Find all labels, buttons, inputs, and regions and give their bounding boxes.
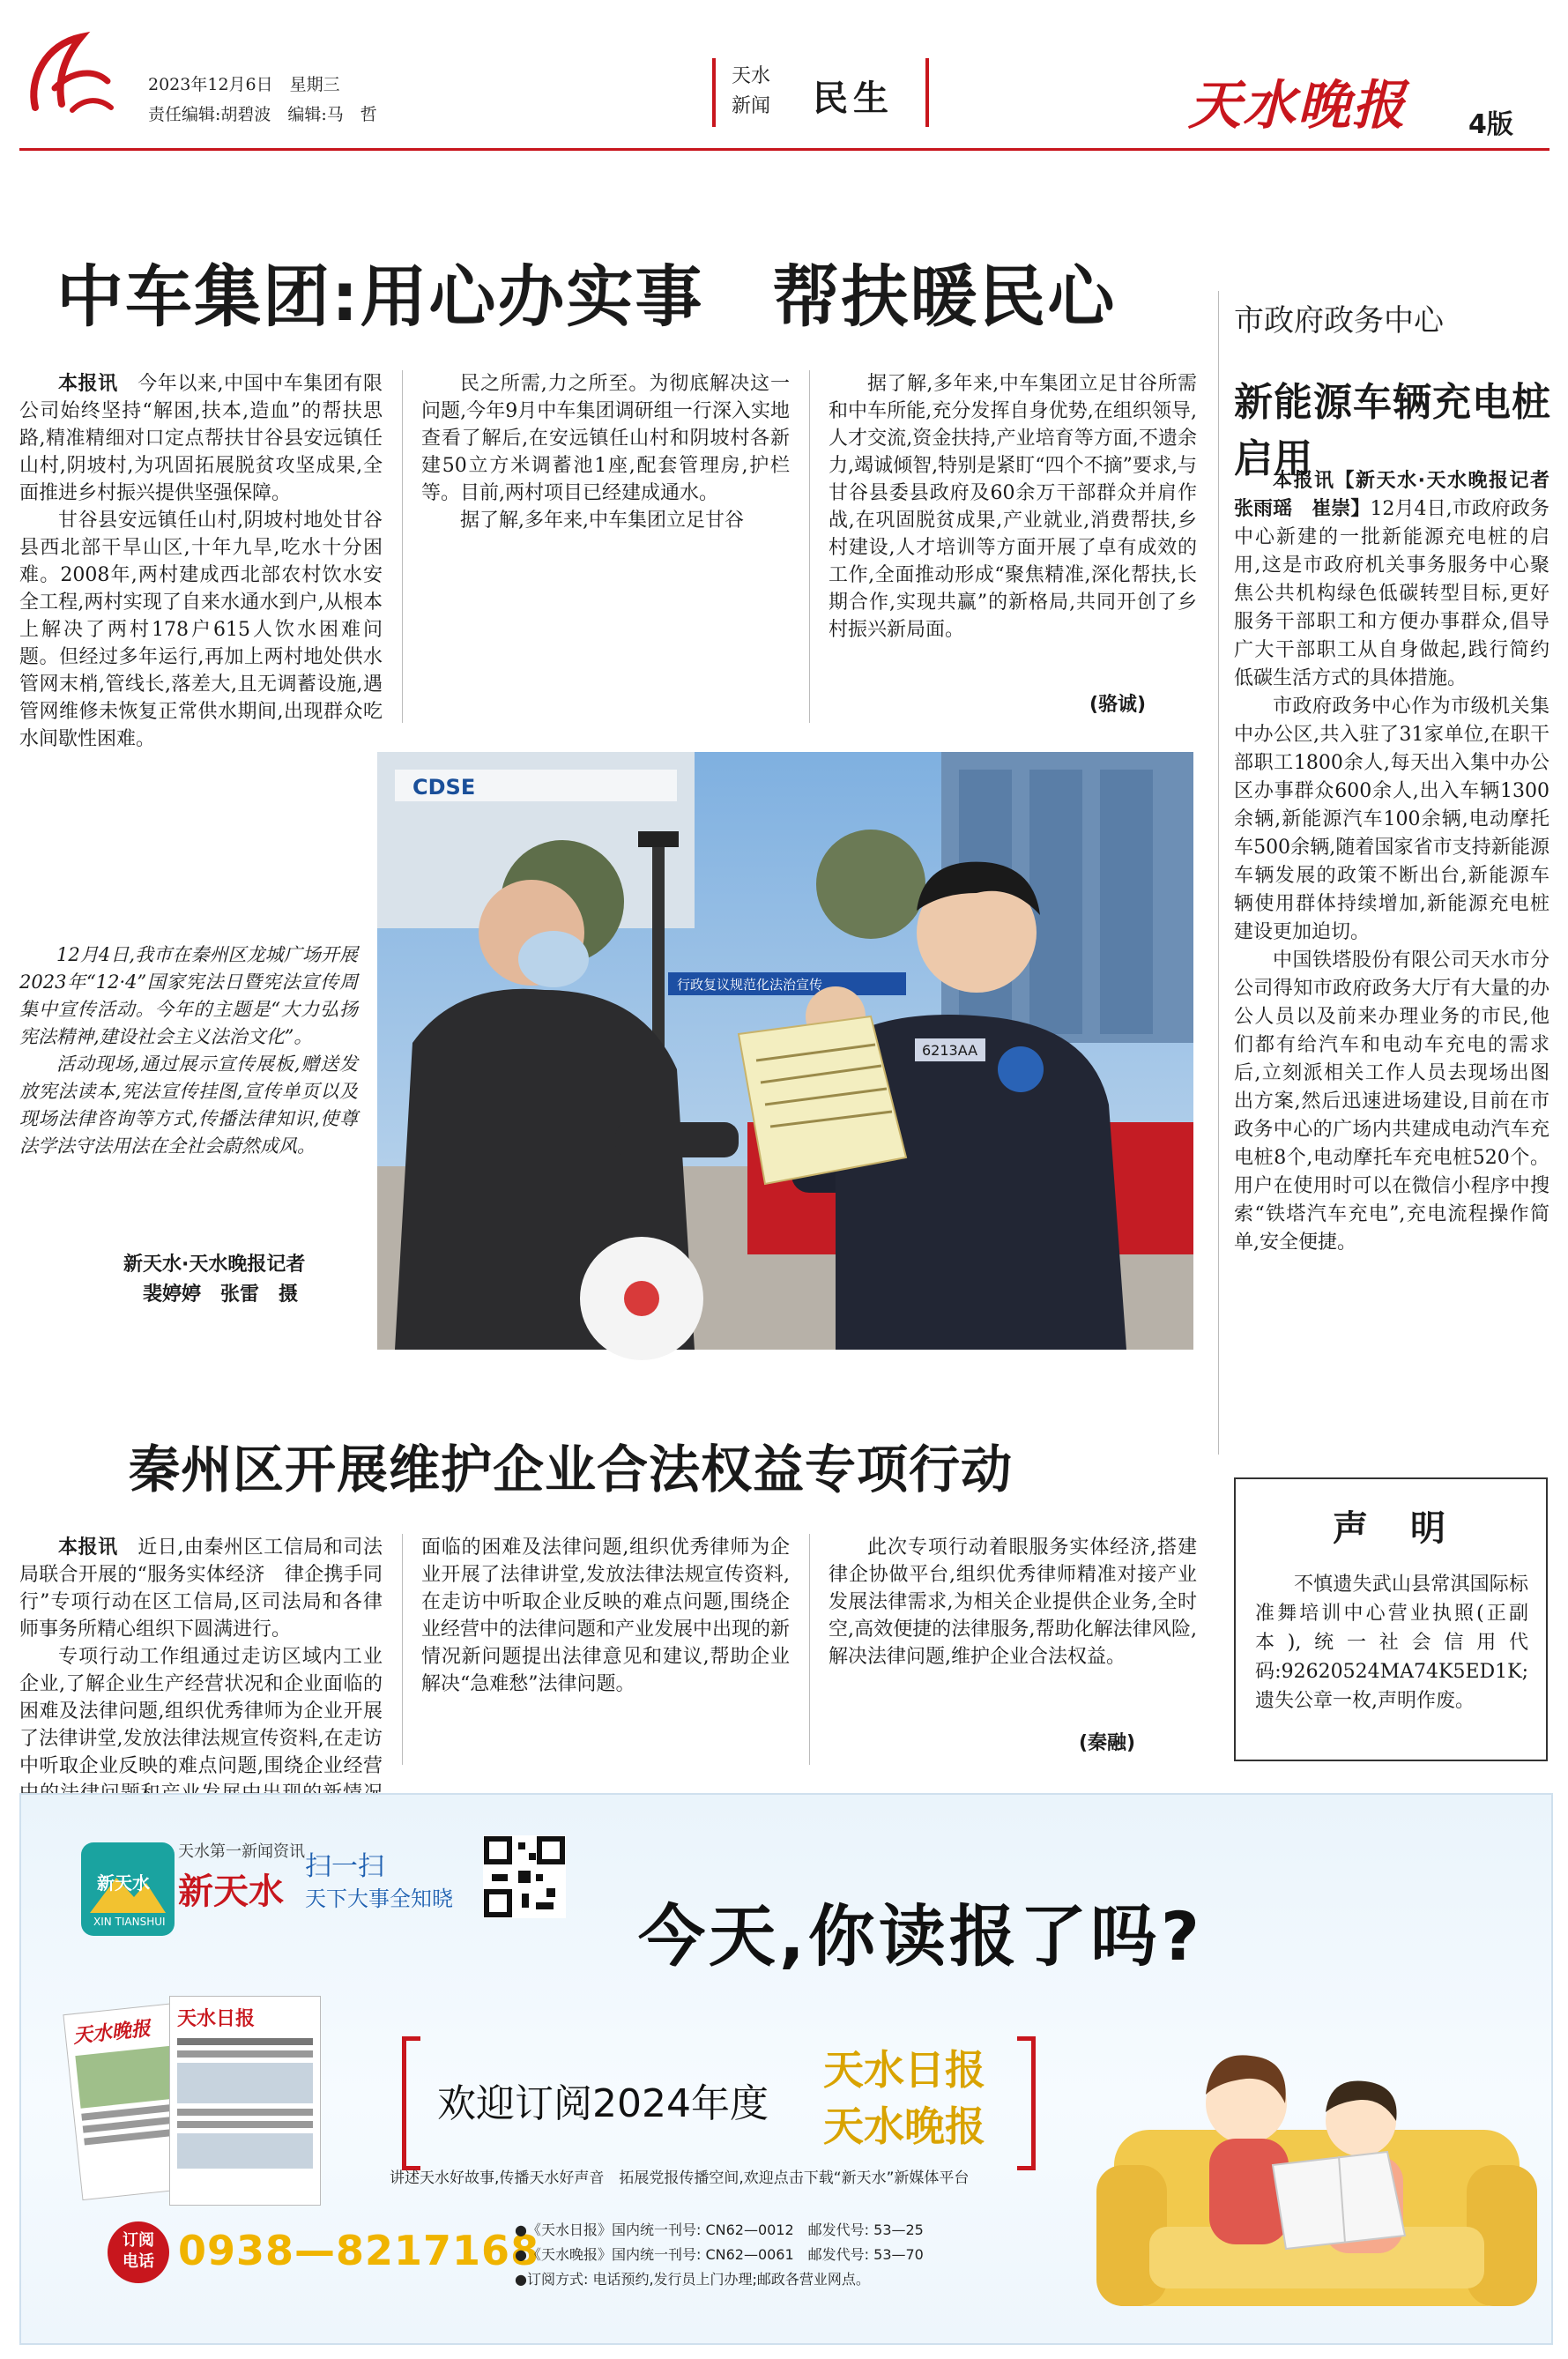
channel-name: 天水 新闻: [732, 65, 771, 117]
sidebar-title: 新能源车辆充电桩启用: [1234, 380, 1551, 481]
notice-body: 不慎遗失武山县常淇国际标准舞培训中心营业执照(正副本),统一社会信用代码:92620524MA74K5ED1K;遗失公章一枚,声明作废。: [1255, 1574, 1528, 1712]
news-photo: [377, 752, 1193, 1350]
welcome-bracket-left: [402, 2036, 420, 2170]
welcome-text: 欢迎订阅2024年度: [437, 2081, 769, 2126]
page-number: 4版: [1468, 109, 1513, 140]
header: [0, 0, 1568, 154]
article1-col1: 本报讯 今年以来,中国中车集团有限公司始终坚持“解困,扶本,造血”的帮扶思路,精准精细对口定点帮扶甘谷县安远镇任山村,阴坡村,为巩固拓展脱贫攻坚成果,全面推进乡村振兴提供坚强保障。 甘谷县安远镇任山村,阴坡村地处甘谷县西北部干旱山区,十年九旱,吃水十分困难。2008年,两村建成西北部农村饮水安全工程,两村实现了自来水通水到户,从根本上解决了两村178户615人饮水困难问题。但经过多年运行,再加上两村地处供水管网末梢,管线长,落差大,且无调蓄设施,遇管网维修未恢复正常供水期间,出现群众吃水间歇性困难。: [19, 373, 383, 750]
paper-name-1: 天水日报: [823, 2046, 985, 2094]
channel-divider-right: [925, 58, 929, 127]
subscription-ad: [19, 1793, 1553, 2345]
article2-col3: 此次专项行动着眼服务实体经济,搭建律企协做平台,组织优秀律师精准对接产业发展法律需求,为相关企业提供企业务,全时空,高效便捷的法律服务,帮助化解法律风险,解决法律问题,维护企业合法权益。: [829, 1537, 1197, 1668]
masthead: 天水晚报: [1188, 75, 1407, 137]
app-tagline: 天水第一新闻资讯: [178, 1842, 305, 1861]
reading-family-illustration: [1096, 1998, 1537, 2333]
article1-col3: 据了解,多年来,中车集团立足甘谷所需和中车所能,充分发挥自身优势,在组织领导,人才交流,资金扶持,产业培育等方面,不遗余力,竭诚倾智,特别是紧盯“四个不摘”要求,与甘谷县委县政府及60余万干部群众并肩作战,在巩固脱贫成果,产业就业,消费帮扶,乡村建设,人才培训等方面开展了卓有成效的工作,全面推动形成“聚焦精准,深化帮扶,长期合作,实现共赢”的新格局,共同开创了乡村振兴新局面。: [829, 373, 1197, 641]
article2-col1: 本报讯 近日,由秦州区工信局和司法局联合开展的“服务实体经济 律企携手同行”专项行动在区工信局,区司法局和各律师事务所精心组织下圆满进行。 专项行动工作组通过走访区域内工业企业,了解企业生产经营状况和企业面临的困难及法律问题,组织优秀律师为企业开展了法律讲堂,发放法律法规宣传资料,在走访中听取企业反映的难点问题,围绕企业经营: [19, 1537, 383, 1777]
scan-sub: 天下大事全知晓: [305, 1886, 453, 1911]
ad-slogan: 讲述天水好故事,传播天水好声音 拓展党报传播空间,欢迎点击下载“新天水”新媒体平台: [390, 2169, 970, 2187]
photo-caption: 12月4日,我市在秦州区龙城广场开展2023年“12·4”国家宪法日暨宪法宣传周集中宣传活动。今年的主题是“大力弘扬宪法精神,建设社会主义法治文化”。 活动现场,通过展示宣传展板,赠送发放宪法读本,宪法宣传挂图,宣传单页以及现场法律咨询等方式,传播法律知识,使尊法学法守法用法在全社会蔚然成风。: [19, 944, 358, 1157]
scan-label: 扫一扫: [305, 1851, 384, 1882]
photo-credit: 新天水·天水晚报记者 裴婷婷 张雷 摄: [123, 1254, 306, 1306]
column-rule: [402, 370, 403, 723]
welcome-bracket-right: [1017, 2036, 1036, 2170]
editors-line: 责任编辑:胡碧波 编辑:马 哲: [148, 105, 377, 124]
phone-badge: [108, 2221, 169, 2283]
issue-date: 2023年12月6日 星期三: [148, 75, 340, 94]
notice-title: 声 明: [1333, 1508, 1449, 1549]
channel-divider-left: [712, 58, 716, 127]
article2-col2: 面临的困难及法律问题,组织优秀律师为企业开展了法律讲堂,发放法律法规宣传资料,在走访中听取企业反映的难点问题,围绕企业经营中的法律问题和产业发展中出现的新情况新问题提出法律意见和建议,帮助企业解决“急难愁”法律问题。: [421, 1537, 791, 1695]
newspaper-thumbnail-title: 天水日报: [177, 2007, 256, 2030]
article1-col2: 民之所需,力之所至。为彻底解决这一问题,今年9月中车集团调研组一行深入实地查看了解后,在安远镇任山村和阴坡村各新建50立方米调蓄池1座,配套管理房,护栏等。目前,两村项目已经建成通水。 据了解,多年来,中车集团立足甘谷: [421, 373, 790, 532]
sidebar-body: 本报讯【新天水·天水晚报记者张雨瑶 崔崇】12月4日,市政府政务中心新建的一批新能源充电桩的启用,这是市政府机关事务服务中心聚焦公共机构绿色低碳转型目标,更好服务干部职工和方便办事群众,倡导广大干部职工从自身做起,践行简约低碳生活方式的具体措施。 市政府政务中心作为市级机关集中办公区,共入驻了31家单位,在职干部职工1800余人,每天出入集中办公区办事群众600余人,出入车辆1300余辆,新能源汽车100余辆,电动摩托车500余辆,随着国家省市支持新能源车辆发展的政策不断出台,新能源车辆使用群体持续增加,新能源充电桩建设更加迫切。 中国铁塔股份有限公司天水市分公司得知市政府政务大厅有大量的办公人员以及前来办理业务的市民,他们都有给汽车和电动车充电的需求后,立刻派相关工作人员去现场出图出方案,然后迅速进场建设,目前在市政务中心的广场内共建成电动汽车充电桩8个,电动摩托车充电桩520个。用户在使用时可以在微信小程序中搜索“铁塔汽车充电”,充电流程操作简单,安全便捷。: [1234, 470, 1549, 1254]
column-rule: [809, 1534, 810, 1765]
phone-badge-line2: 电话: [123, 2252, 154, 2271]
column-rule: [402, 1534, 403, 1765]
ad-headline: 今天,你读报了吗?: [638, 1897, 1203, 1976]
article2-title: 秦州区开展维护企业合法权益专项行动: [129, 1440, 1014, 1499]
qr-code-icon[interactable]: [483, 1835, 566, 1918]
app-icon-small-text: XIN TIANSHUI: [93, 1916, 166, 1928]
phone-badge-line1: 订阅: [123, 2231, 154, 2250]
notice-box: [1234, 1477, 1548, 1761]
ad-info: ●《天水日报》国内统一刊号: CN62—0012 邮发代号: 53—25 ●《天水晚报》国内统一刊号: CN62—0061 邮发代号: 53—70 ●订阅方式: 电话预约,发行员上门办理;邮政各营业网点。: [515, 2221, 924, 2288]
article2-signature: (秦融): [1079, 1732, 1136, 1754]
banner-text: 行政复议规范化法治宣传: [677, 977, 823, 993]
app-icon[interactable]: [81, 1842, 175, 1936]
newspaper-thumbnail: [169, 1996, 321, 2206]
subscription-phone[interactable]: 0938—8217168: [178, 2227, 540, 2274]
app-icon-label: 新天水: [97, 1872, 150, 1894]
newspaper-thumbnail-title: 天水晚报: [71, 2017, 152, 2049]
officer-badge-text: 6213AA: [922, 1042, 978, 1059]
section-name: 民生: [813, 78, 894, 119]
paper-name-2: 天水晚报: [823, 2102, 985, 2150]
building-sign-text: CDSE: [412, 775, 476, 800]
sidebar-rule: [1218, 291, 1219, 1455]
news-photo-illustration: [377, 752, 1193, 1350]
column-rule: [809, 370, 810, 723]
article1-title: 中车集团:用心办实事 帮扶暖民心: [56, 257, 1117, 336]
article1-signature: (骆诚): [1089, 694, 1147, 716]
sidebar-kicker: 市政府政务中心: [1234, 303, 1444, 339]
header-rule: [19, 148, 1549, 151]
newspaper-logo-icon: [19, 26, 116, 123]
app-name: 新天水: [178, 1871, 284, 1912]
